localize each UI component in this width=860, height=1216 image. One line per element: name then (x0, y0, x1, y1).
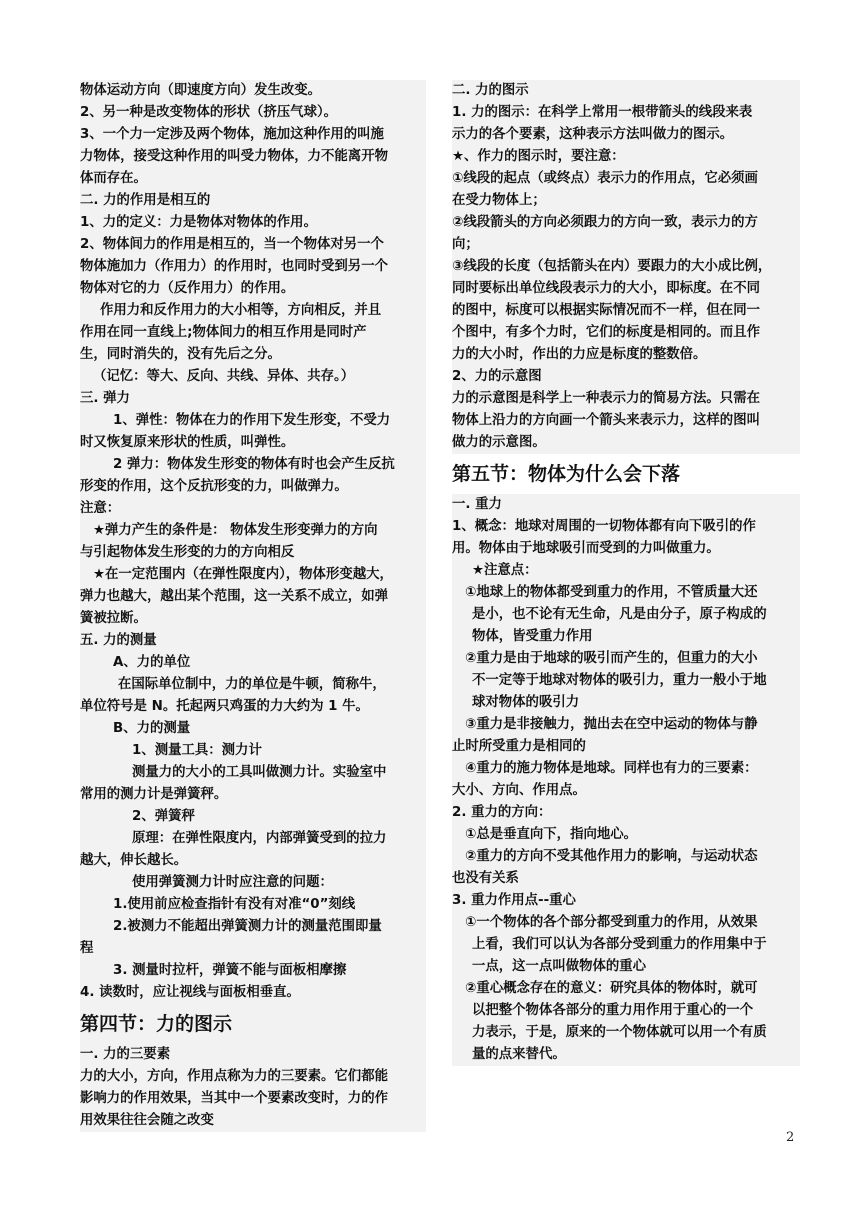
text-line: 力表示，于是，原来的一个物体就可以用一个有质 (472, 1025, 767, 1040)
text-line: 力物体，接受这种作用的叫受力物体，力不能离开物 (80, 149, 388, 164)
section-heading: 2. 重力的方向： (452, 805, 552, 820)
text-line: 也没有关系 (452, 871, 519, 886)
section-heading: 二. 力的作用是相互的 (80, 193, 211, 208)
text-line: ②线段箭头的方向必须跟力的方向一致，表示力的方 (452, 215, 758, 230)
right-shaded-block (452, 494, 800, 1066)
text-line: ②重心概念存在的意义：研究具体的物体时，就可 (465, 981, 758, 996)
text-line: 单位符号是 N。托起两只鸡蛋的力大约为 1 牛。 (80, 699, 369, 714)
text-line: 1、力的定义：力是物体对物体的作用。 (80, 215, 317, 230)
text-line: 2、物体间力的作用是相互的，当一个物体对另一个 (80, 237, 384, 252)
text-line: ③重力是非接触力，抛出去在空中运动的物体与静 (465, 717, 758, 732)
text-line: ★在一定范围内（在弹性限度内），物体形变越大， (93, 567, 393, 582)
text-line: 力的示意图是科学上一种表示力的简易方法。只需在 (452, 391, 760, 406)
text-line: 用效果往往会随之改变 (80, 1113, 214, 1128)
text-line: 以把整个物体各部分的重力用作用于重心的一个 (472, 1003, 754, 1018)
subsection-heading: A、力的单位 (113, 655, 191, 670)
text-line: 用。物体由于地球吸引而受到的力叫做重力。 (452, 541, 720, 556)
text-line: 物体运动方向（即速度方向）发生改变。 (80, 83, 322, 98)
text-line: 是小，也不论有无生命，凡是由分子，原子构成的 (472, 607, 767, 622)
text-line: ①线段的起点（或终点）表示力的作用点，它必须画 (452, 171, 758, 186)
text-line: 向； (452, 237, 479, 252)
text-line: 球对物体的吸引力 (472, 695, 580, 710)
text-line: 大小、方向、作用点。 (452, 783, 586, 798)
section-heading: 3. 重力作用点--重心 (452, 893, 576, 908)
text-line: 影响力的作用效果，当其中一个要素改变时，力的作 (80, 1091, 388, 1106)
text-line: 与引起物体发生形变的力的方向相反 (80, 545, 295, 560)
text-line: ②重力的方向不受其他作用力的影响，与运动状态 (465, 849, 758, 864)
text-line: ③线段的长度（包括箭头在内）要跟力的大小成比例， (452, 259, 772, 274)
text-line: 做力的示意图。 (452, 435, 546, 450)
text-line: 量的点来替代。 (472, 1047, 566, 1062)
text-line: 在国际单位制中，力的单位是牛顿，简称牛， (118, 677, 386, 692)
text-line: 在受力物体上； (452, 193, 546, 208)
right-shaded-block (452, 80, 800, 454)
text-line: 4. 读数时，应让视线与面板相垂直。 (80, 985, 300, 1000)
text-line: 物体对它的力（反作用力）的作用。 (80, 281, 295, 296)
chapter-heading: 第四节：力的图示 (80, 1013, 233, 1035)
text-line: 1.使用前应检查指针有没有对准“0”刻线 (113, 897, 356, 912)
text-line: ②重力是由于地球的吸引而产生的，但重力的大小 (465, 651, 758, 666)
subsection-heading: B、力的测量 (113, 721, 191, 736)
text-line: ①地球上的物体都受到重力的作用，不管质量大还 (465, 585, 758, 600)
text-line: 越大，伸长越长。 (80, 853, 188, 868)
text-line: 示力的各个要素，这种表示方法叫做力的图示。 (452, 127, 734, 142)
text-line: 形变的作用，这个反抗形变的力，叫做弹力。 (80, 479, 348, 494)
right-column (452, 80, 800, 1066)
text-line: 时又恢复原来形状的性质，叫弹性。 (80, 435, 295, 450)
text-line: 2.被测力不能超出弹簧测力计的测量范围即量 (113, 919, 382, 934)
text-line: ①一个物体的各个部分都受到重力的作用，从效果 (465, 915, 758, 930)
text-line: 2、另一种是改变物体的形状（挤压气球）。 (80, 105, 338, 120)
text-line: 上看，我们可以认为各部分受到重力的作用集中于 (472, 937, 767, 952)
text-line: 1、测量工具：测力计 (132, 743, 262, 758)
text-line: 止时所受重力是相同的 (452, 739, 586, 754)
text-line: 物体施加力（作用力）的作用时，也同时受到另一个 (80, 259, 388, 274)
text-line: 测量力的大小的工具叫做测力计。实验室中 (132, 765, 387, 780)
text-line: 力的大小时，作出的力应是标度的整数倍。 (452, 347, 707, 362)
text-line: 物体上沿力的方向画一个箭头来表示力，这样的图叫 (452, 413, 760, 428)
text-line: 个图中，有多个力时，它们的标度是相同的。而且作 (452, 325, 760, 340)
text-line: 力的大小，方向，作用点称为力的三要素。它们都能 (80, 1069, 388, 1084)
text-line: ①总是垂直向下，指向地心。 (465, 827, 638, 842)
left-column (80, 80, 426, 1132)
text-line: 3、一个力一定涉及两个物体，施加这种作用的叫施 (80, 127, 384, 142)
text-line: ★、作力的图示时，要注意： (452, 149, 625, 164)
page-number: 2 (786, 1130, 795, 1145)
text-line: 作用力和反作用力的大小相等，方向相反，并且 (100, 303, 382, 318)
text-line: ④重力的施力物体是地球。同样也有力的三要素： (465, 761, 758, 776)
text-line: 1、概念：地球对周围的一切物体都有向下吸引的作 (452, 519, 756, 534)
text-line: 一点，这一点叫做物体的重心 (472, 959, 647, 974)
section-heading: 五. 力的测量 (80, 633, 157, 648)
section-heading: 一. 力的三要素 (80, 1047, 171, 1062)
text-line: 原理：在弹性限度内，内部弹簧受到的拉力 (132, 831, 387, 846)
text-line: 作用在同一直线上;物体间力的相互作用是同时产 (80, 325, 367, 340)
section-heading: 2、力的示意图 (452, 369, 542, 384)
text-line: ★注意点： (472, 563, 538, 578)
text-line: 2、弹簧秤 (132, 809, 195, 824)
text-line: 1、弹性：物体在力的作用下发生形变，不受力 (113, 413, 391, 428)
section-heading: 二. 力的图示 (452, 83, 529, 98)
section-heading: 一. 重力 (452, 497, 502, 512)
chapter-heading: 第五节：物体为什么会下落 (452, 463, 681, 485)
text-line: 程 (80, 941, 94, 956)
text-line: ★弹力产生的条件是： 物体发生形变弹力的方向 (93, 523, 378, 538)
text-line: 物体，皆受重力作用 (472, 629, 593, 644)
text-line: 弹力也越大，越出某个范围，这一关系不成立，如弹 (80, 589, 388, 604)
text-line: 同时要标出单位线段表示力的大小，即标度。在不同 (452, 281, 760, 296)
section-heading: 三. 弹力 (80, 391, 130, 406)
text-line: 1. 力的图示：在科学上常用一根带箭头的线段来表 (452, 105, 753, 120)
text-line: 的图中，标度可以根据实际情况而不一样，但在同一 (452, 303, 760, 318)
memo-line: （记忆：等大、反向、共线、异体、共存。） (93, 369, 355, 384)
text-line: 3. 测量时拉杆，弹簧不能与面板相摩擦 (113, 963, 347, 978)
text-line: 不一定等于地球对物体的吸引力，重力一般小于地 (472, 673, 767, 688)
text-line: 2 弹力：物体发生形变的物体有时也会产生反抗 (113, 457, 395, 472)
text-line: 生，同时消失的，没有先后之分。 (80, 347, 281, 362)
text-line: 体而存在。 (80, 171, 147, 186)
text-line: 使用弹簧测力计时应注意的问题： (132, 875, 333, 890)
text-line: 常用的测力计是弹簧秤。 (80, 787, 228, 802)
text-line: 簧被拉断。 (80, 611, 147, 626)
text-line: 注意： (80, 501, 121, 516)
